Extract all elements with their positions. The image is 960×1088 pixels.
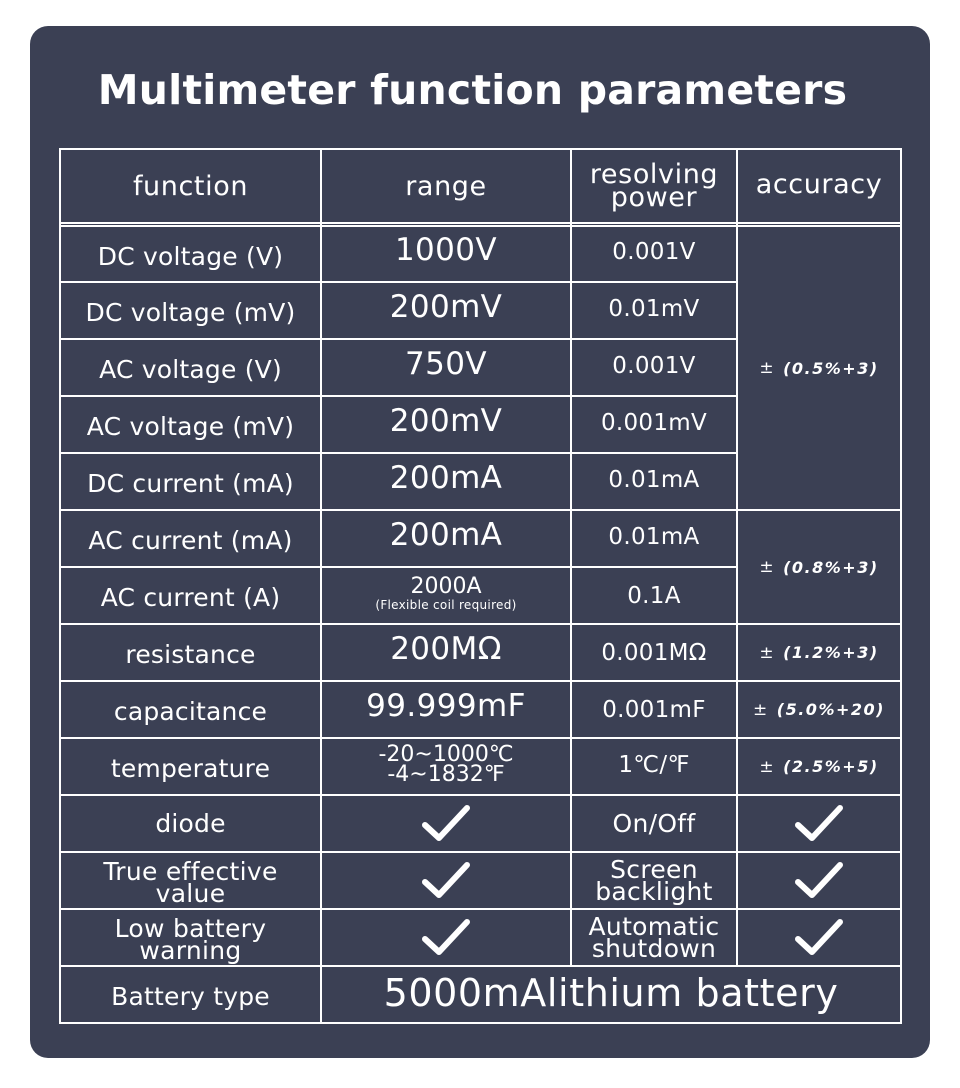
checkmark-icon [322, 796, 570, 851]
battery-label: Battery type [111, 982, 270, 1011]
range-note: (Flexible coil required) [375, 597, 517, 612]
row-range: 200mV [389, 402, 503, 439]
checkmark-icon [322, 853, 570, 908]
feature-extra-label: On/Off [612, 808, 696, 838]
table-divider [59, 222, 902, 224]
header-accuracy: accuracy [755, 168, 883, 200]
row-range: 200mA [389, 459, 503, 496]
row-accuracy: ± (2.5%+5) [759, 756, 879, 777]
header-range: range [405, 170, 487, 202]
row-function: resistance [125, 640, 256, 669]
row-accuracy: ± (1.2%+3) [759, 642, 879, 663]
row-resolution: 0.001V [612, 239, 696, 265]
accuracy-voltage-group: ± (0.5%+3) [759, 358, 879, 378]
row-function: AC current (A) [100, 583, 281, 612]
row-range: 1000V [394, 232, 498, 268]
row-range: 750V [405, 345, 487, 382]
row-resolution: 0.01mA [608, 466, 700, 493]
row-function: DC current (mA) [87, 469, 294, 498]
row-resolution: 0.001V [612, 352, 696, 379]
row-function: temperature [110, 754, 271, 783]
row-function: capacitance [113, 697, 268, 726]
row-function: DC voltage (V) [97, 241, 284, 271]
row-function: DC voltage (mV) [85, 298, 296, 327]
checkmark-icon [738, 910, 900, 965]
row-resolution: 0.01mV [608, 295, 700, 322]
feature-extra-label: Screen backlight [595, 854, 713, 906]
feature-label: True effective value [103, 856, 278, 908]
row-function: AC voltage (V) [99, 355, 282, 384]
checkmark-icon [738, 796, 900, 851]
row-resolution: 0.001mF [602, 696, 706, 723]
row-range: -20~1000℃ -4~1832℉ [378, 741, 514, 787]
row-resolution: 0.001mV [600, 409, 708, 436]
row-function: AC current (mA) [88, 526, 293, 555]
row-accuracy: ± (5.0%+20) [753, 699, 885, 720]
row-range: 200mA [389, 516, 503, 553]
header-function: function [132, 170, 249, 202]
row-range: 200mV [389, 288, 503, 325]
row-resolution: 0.1A [627, 582, 681, 609]
checkmark-icon [322, 910, 570, 965]
row-resolution: 0.01mA [608, 523, 700, 550]
row-function: AC voltage (mV) [86, 412, 295, 441]
checkmark-icon [738, 853, 900, 908]
battery-value: 5000mAlithium battery [383, 970, 839, 1015]
row-resolution: 0.001MΩ [601, 639, 707, 666]
row-range: 200MΩ [390, 630, 502, 667]
row-range: 2000A (Flexible coil required) [375, 573, 517, 612]
feature-label: diode [155, 809, 226, 838]
row-resolution: 1℃/℉ [618, 751, 690, 778]
row-range: 99.999mF [366, 687, 526, 724]
page-title: Multimeter function parameters [97, 66, 848, 114]
header-resolving-power: resolving power [589, 159, 719, 213]
accuracy-ac-current-group: ± (0.8%+3) [759, 557, 879, 577]
feature-label: Low battery warning [114, 913, 267, 965]
feature-extra-label: Automatic shutdown [588, 911, 720, 963]
